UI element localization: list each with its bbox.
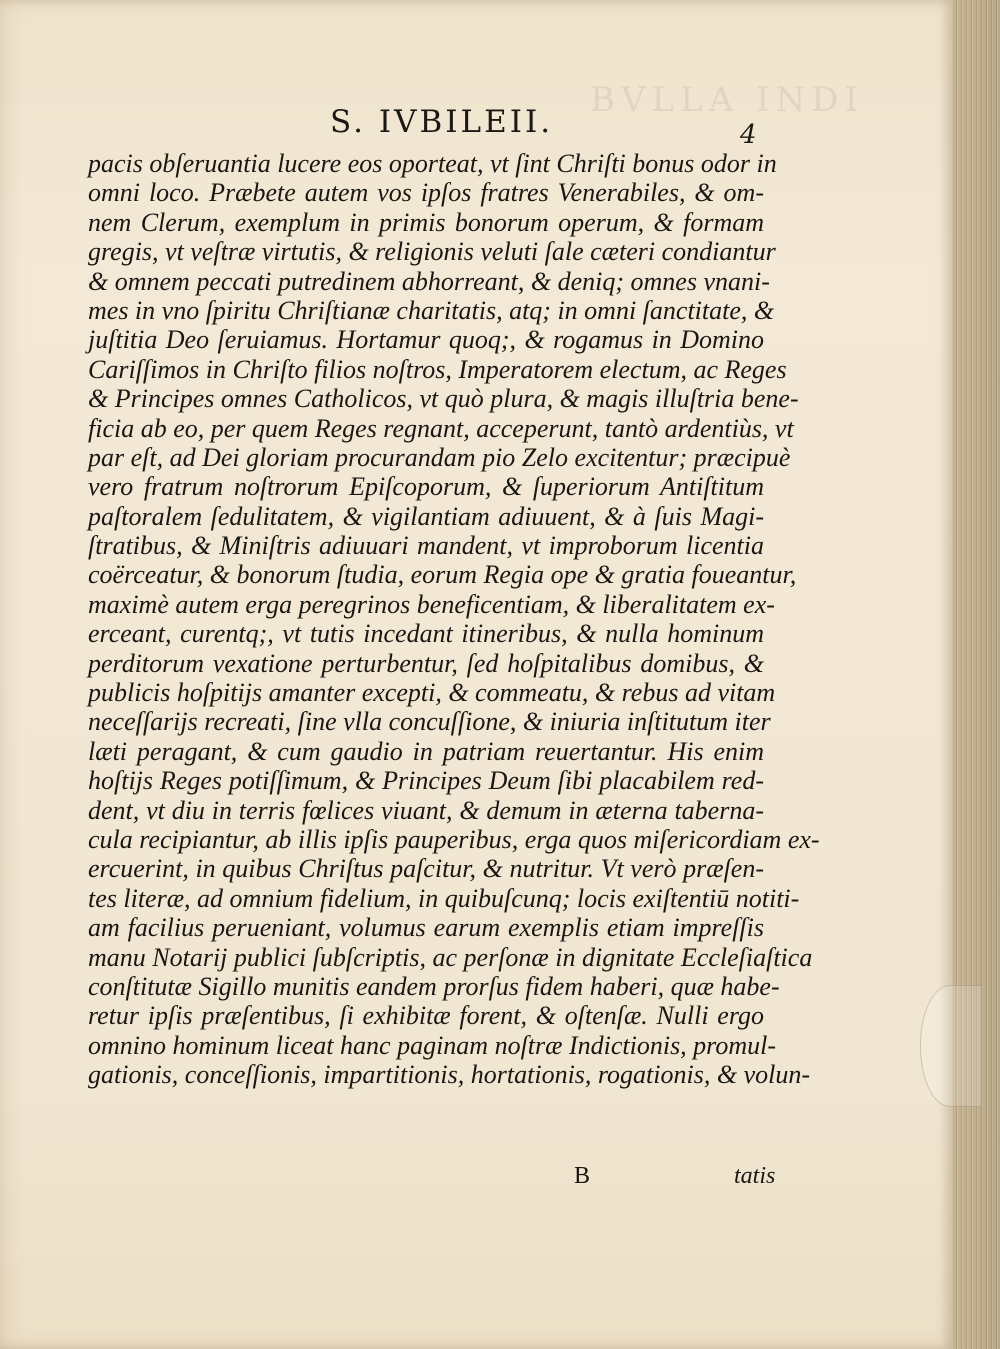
- show-through-text: BVLLA INDI: [590, 80, 864, 120]
- text-line: perditorum vexatione perturbentur, ſed hoſpitalibus domibus, &: [88, 648, 764, 678]
- text-line: maximè autem erga peregrinos beneficentiam, & liberalitatem ex-: [88, 589, 775, 619]
- text-line: omni loco. Præbete autem vos ipſos fratres Venerabiles, & om-: [88, 178, 764, 208]
- text-line: juſtitia Deo ſeruiamus. Hortamur quoq;, & rogamus in Domino: [88, 325, 764, 355]
- clip-tab: [920, 985, 982, 1107]
- text-line: & Principes omnes Catholicos, vt quò plura, & magis illuſtria bene-: [88, 384, 799, 414]
- text-line: cula recipiantur, ab illis ipſis pauperibus, erga quos miſericordiam ex-: [88, 824, 820, 854]
- text-line: hoſtijs Reges potiſſimum, & Principes Deum ſibi placabilem red-: [88, 766, 764, 796]
- text-line: ficia ab eo, per quem Reges regnant, acceperunt, tantò ardentiùs, vt: [88, 413, 794, 443]
- text-line: mes in vno ſpiritu Chriſtianæ charitatis, atq; in omni ſanctitate, &: [88, 295, 775, 325]
- text-line: neceſſarijs recreati, ſine vlla concuſſione, & iniuria inſtitutum iter: [88, 707, 771, 737]
- text-line: ercuerint, in quibus Chriſtus paſcitur, & nutritur. Vt verò præſen-: [88, 854, 764, 884]
- text-line: nem Clerum, exemplum in primis bonorum operum, & formam: [88, 207, 764, 237]
- text-line: conſtitutæ Sigillo munitis eandem prorſus fidem haberi, quæ habe-: [88, 971, 780, 1001]
- text-line: paſtoralem ſedulitatem, & vigilantiam adiuuent, & à ſuis Magi-: [88, 501, 764, 531]
- text-line: & omnem peccati putredinem abhorreant, & deniq; omnes vnani-: [88, 266, 770, 296]
- text-line: pacis obſeruantia lucere eos oporteat, vt ſint Chriſti bonus odor in: [88, 149, 777, 178]
- text-line: retur ipſis præſentibus, ſi exhibitæ forent, & oſtenſæ. Nulli ergo: [88, 1001, 764, 1031]
- text-line: publicis hoſpitijs amanter excepti, & commeatu, & rebus ad vitam: [88, 678, 776, 708]
- text-line: tes literæ, ad omnium fidelium, in quibuſcunq; locis exiſtentiū notiti-: [88, 883, 800, 913]
- text-line: manu Notarij publici ſubſcriptis, ac perſonæ in dignitate Eccleſiaſtica: [88, 942, 813, 972]
- text-line: Cariſſimos in Chriſto filios noſtros, Imperatorem electum, ac Reges: [88, 354, 787, 384]
- body-text: [88, 149, 820, 1090]
- catchword: tatis: [734, 1163, 776, 1189]
- text-line: omnino hominum liceat hanc paginam noſtræ Indictionis, promul-: [88, 1030, 776, 1060]
- page-edges: [952, 0, 1000, 1349]
- running-head: S. IVBILEII.: [330, 104, 554, 140]
- text-line: gregis, vt veſtræ virtutis, & religionis veluti ſale cæteri condiantur: [88, 237, 776, 267]
- text-line: ſtratibus, & Miniſtris adiuuari mandent, vt improborum licentia: [88, 531, 764, 561]
- folio-number: 4: [740, 120, 757, 150]
- text-line: par eſt, ad Dei gloriam procurandam pio Zelo excitentur; præcipuè: [88, 442, 791, 472]
- text-line: am facilius perueniant, volumus earum exemplis etiam impreſſis: [88, 913, 764, 943]
- text-line: gationis, conceſſionis, impartitionis, hortationis, rogationis, & volun-: [88, 1060, 810, 1090]
- text-line: dent, vt diu in terris fœlices viuant, & demum in æterna taberna-: [88, 795, 764, 825]
- text-line: erceant, curentq;, vt tutis incedant itineribus, & nulla hominum: [88, 619, 764, 649]
- text-line: coërceatur, & bonorum ſtudia, eorum Regia ope & gratia foueantur,: [88, 560, 797, 590]
- text-line: vero fratrum noſtrorum Epiſcoporum, & ſuperiorum Antiſtitum: [88, 472, 764, 502]
- text-line: læti peragant, & cum gaudio in patriam reuertantur. His enim: [88, 736, 764, 766]
- signature-mark: B: [574, 1163, 591, 1189]
